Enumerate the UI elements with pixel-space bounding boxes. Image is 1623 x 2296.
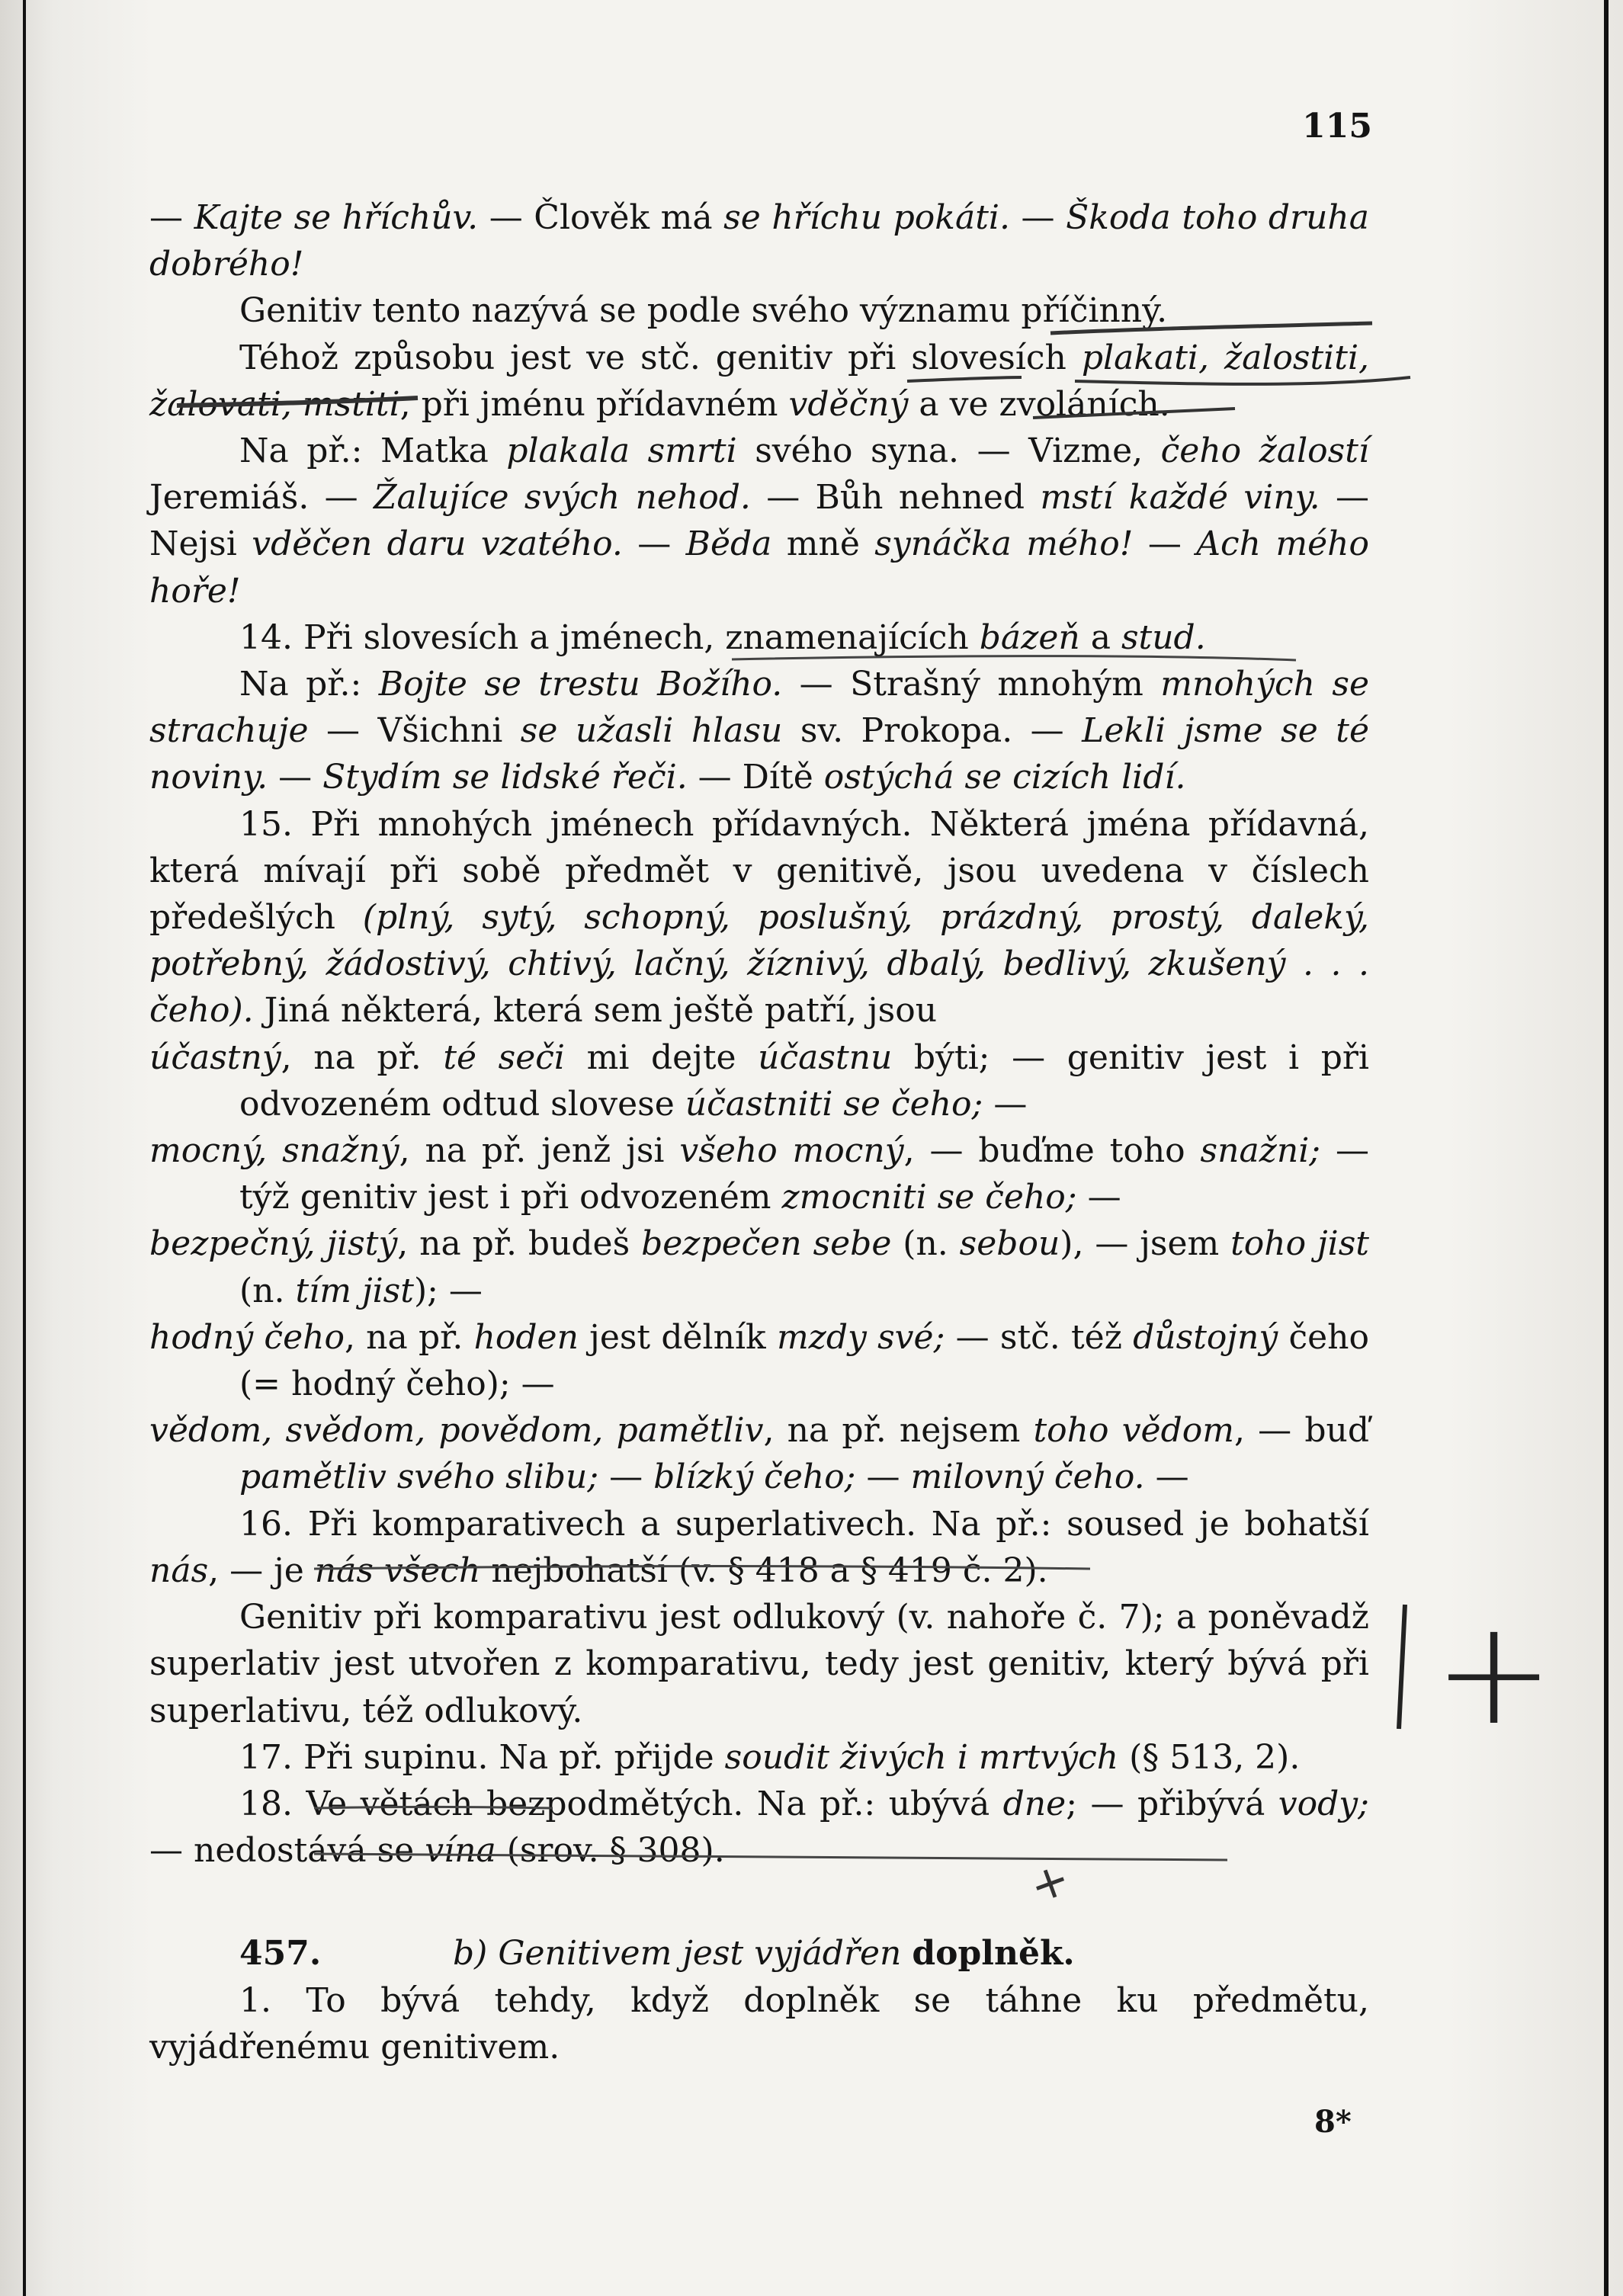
paragraph: [149, 1220, 1369, 1313]
text-segment: — Bůh nehned: [750, 478, 1041, 518]
paragraph: [149, 287, 1369, 334]
text-segment: —: [1133, 524, 1197, 564]
text-segment: bázeň: [979, 617, 1080, 657]
text-segment: sv. Prokopa. —: [782, 711, 1083, 751]
text-segment: důstojný: [1133, 1317, 1278, 1357]
text-segment: vína: [425, 1831, 496, 1871]
text-segment: soudit živých i mrtvých: [724, 1737, 1119, 1777]
text-segment: milovný čeho.: [910, 1457, 1145, 1497]
text-segment: vděčen daru vzatého.: [252, 524, 623, 564]
text-segment: ), — jsem: [1060, 1224, 1231, 1264]
text-segment: účastniti se čeho;: [685, 1084, 983, 1124]
text-segment: , na př. budeš: [397, 1224, 642, 1264]
text-segment: (srov. § 308).: [496, 1831, 725, 1871]
text-segment: Běda: [685, 524, 772, 564]
small-cross-mark: +: [1022, 1851, 1077, 1915]
paragraph: [149, 1781, 1369, 1874]
text-segment: Ach mého hoře!: [149, 524, 1369, 611]
paragraph: [149, 1977, 1369, 2070]
text-segment: snažni;: [1200, 1131, 1321, 1171]
text-segment: (§ 513, 2).: [1118, 1737, 1301, 1777]
text-segment: bezpečný, jistý: [149, 1224, 398, 1264]
text-segment: a: [1079, 617, 1121, 657]
text-segment: a ve zvoláních.: [908, 384, 1170, 424]
text-segment: b) Genitivem jest vyjádřen: [453, 1934, 913, 1974]
text-segment: mi dejte: [565, 1037, 759, 1077]
text-segment: toho vědom: [1033, 1411, 1234, 1451]
text-segment: mzdy své;: [776, 1317, 945, 1357]
text-segment: 17. Při supinu. Na př. přijde: [239, 1737, 725, 1777]
paragraph: [149, 1501, 1369, 1594]
text-segment: Genitiv tento nazývá se podle svého významu příčinný.: [239, 291, 1168, 331]
margin-cross-mark: +: [1433, 1589, 1555, 1757]
text-segment: — Strašný mnohým: [782, 665, 1161, 704]
text-segment: — nedostává se: [149, 1831, 425, 1871]
text-segment: — stč. též: [945, 1317, 1134, 1357]
text-segment: bezpečen sebe: [641, 1224, 892, 1264]
text-segment: stud.: [1121, 617, 1206, 657]
text-segment: hoden: [473, 1317, 579, 1357]
text-segment: plakala smrti: [506, 431, 737, 471]
text-segment: mocný, snažný: [149, 1131, 399, 1171]
text-segment: té seči: [443, 1037, 566, 1077]
text-segment: Stydím se lidské řeči.: [322, 758, 688, 797]
text-segment: čeho (= hodný čeho); —: [239, 1317, 1369, 1404]
text-segment: jest dělník: [578, 1317, 777, 1357]
text-segment: vody;: [1278, 1784, 1369, 1823]
text-segment: býti; — genitiv jest i při odvozeném odtud slovese: [239, 1037, 1369, 1124]
text-segment: zmocniti se čeho;: [781, 1178, 1077, 1217]
text-segment: — Všichni: [308, 711, 521, 751]
paragraph: [149, 1407, 1369, 1500]
text-segment: vděčný: [788, 384, 909, 424]
paragraph: [149, 1127, 1369, 1220]
text-segment: mnohých se strachuje: [149, 665, 1369, 751]
text-segment: , — buď: [1233, 1411, 1370, 1451]
text-segment: mstí každé viny.: [1040, 478, 1320, 518]
text-segment: Jiná některá, která sem ještě patří, jsou: [253, 991, 938, 1031]
text-segment: ); —: [413, 1271, 483, 1310]
text-segment: Na př.: Matka: [239, 431, 507, 471]
text-segment: nejbohatší (v. § 418 a § 419 č. 2).: [480, 1550, 1048, 1590]
text-segment: doplněk.: [912, 1934, 1075, 1974]
text-segment: — Dítě: [687, 758, 824, 797]
paragraph: [149, 194, 1369, 287]
text-segment: ostýchá se cizích lidí.: [823, 758, 1186, 797]
text-segment: účastnu: [758, 1037, 893, 1077]
text-segment: ; — přibývá: [1066, 1784, 1278, 1823]
text-segment: blízký čeho;: [653, 1457, 856, 1497]
signature-mark: 8*: [1314, 2104, 1352, 2140]
text-segment: , — buďme toho: [903, 1131, 1201, 1171]
text-segment: —: [983, 1084, 1028, 1124]
text-segment: 1. To bývá tehdy, když doplněk se táhne ku předmětu, vyjádřenému genitivem.: [149, 1980, 1369, 2067]
text-segment: , při jménu přídavném: [399, 384, 789, 424]
paragraph: [149, 1930, 1369, 1977]
text-segment: — Člověk má: [478, 198, 724, 237]
text-segment: Bojte se trestu Božího.: [378, 665, 783, 704]
text-segment: —: [1009, 198, 1066, 237]
text-segment: se užasli hlasu: [520, 711, 783, 751]
text-segment: , na př. nejsem: [763, 1411, 1034, 1451]
text-segment: —: [622, 524, 686, 564]
text-segment: Škoda toho druha dobrého!: [149, 198, 1369, 284]
text-segment: , na př.: [344, 1317, 474, 1357]
paragraph: [149, 801, 1369, 1034]
text-segment: 18. Ve větách bezpodmětých. Na př.: ubývá: [239, 1784, 1003, 1823]
text-segment: nás: [149, 1550, 209, 1590]
text-segment: (n.: [891, 1224, 960, 1264]
paragraph: [149, 1734, 1369, 1781]
text-segment: toho jist: [1230, 1224, 1369, 1264]
text-segment: Lekli jsme se té noviny.: [149, 711, 1369, 797]
text-segment: —: [149, 198, 194, 237]
text-segment: 14. Při slovesích a jménech, znamenajících: [239, 617, 980, 657]
text-segment: (plný, sytý, schopný, poslušný, prázdný, prostý, daleký, potřebný, žádostivý, chtivý, lačný, žíznivý, dbalý, bedlivý, zkušený . . . čeho).: [149, 898, 1370, 1031]
paragraph: [149, 1314, 1369, 1407]
paragraph: [149, 335, 1369, 428]
text-segment: Žalujíce svých nehod.: [373, 478, 751, 518]
text-segment: —: [598, 1457, 654, 1497]
paragraph: [149, 1594, 1369, 1734]
text-segment: pamětliv svého slibu;: [239, 1457, 599, 1497]
text-segment: plakati, žalostiti, žalovati, mstiti: [149, 338, 1369, 424]
text-segment: sebou: [959, 1224, 1060, 1264]
left-edge-line: [23, 0, 26, 2296]
paragraph: [149, 428, 1369, 614]
paragraph: [149, 1034, 1369, 1127]
text-segment: —: [268, 758, 323, 797]
text-segment: Genitiv při komparativu jest odlukový (v. nahoře č. 7); a poněvadž superlativ jest utvořen z komparativu, tedy jest genitiv, který bývá při superlativu, též odlukový.: [149, 1598, 1369, 1730]
text-segment: hodný čeho: [149, 1317, 345, 1357]
text-segment: 15. Při mnohých jménech přídavných. Některá jména přídavná, která mívají při sobě předmět v genitivě, jsou uvedena v číslech předešlých: [149, 804, 1369, 938]
text-segment: , na př.: [281, 1037, 444, 1077]
text-segment: se hříchu pokáti.: [723, 198, 1010, 237]
paragraph: [149, 661, 1369, 801]
text-segment: —: [1076, 1178, 1121, 1217]
body-text: [149, 194, 1369, 2070]
text-segment: Na př.:: [239, 665, 379, 704]
text-segment: —: [1144, 1457, 1189, 1497]
text-segment: tím jist: [295, 1271, 414, 1310]
text-segment: Téhož způsobu jest ve stč. genitiv při slovesích: [239, 338, 1082, 377]
text-segment: všeho mocný: [679, 1131, 904, 1171]
text-segment: čeho žalostí: [1160, 431, 1369, 471]
text-segment: , na př. jenž jsi: [399, 1131, 680, 1171]
text-segment: (n.: [239, 1271, 296, 1310]
text-segment: 457.: [239, 1934, 322, 1974]
text-segment: svého syna. — Vizme,: [736, 431, 1161, 471]
text-segment: vědom, svědom, povědom, pamětliv: [149, 1411, 764, 1451]
text-segment: , — je: [208, 1550, 315, 1590]
text-segment: dne: [1002, 1784, 1066, 1823]
text-segment: 16. Při komparativech a superlativech. Na př.: soused je bohatší: [239, 1504, 1369, 1544]
text-segment: —: [855, 1457, 911, 1497]
text-segment: Kajte se hříchův.: [194, 198, 479, 237]
text-segment: účastný: [149, 1037, 281, 1077]
right-edge-line: [1604, 0, 1609, 2296]
text-segment: — týž genitiv jest i při odvozeném: [239, 1131, 1369, 1217]
page-number: 115: [1302, 107, 1372, 146]
text-segment: synáčka mého!: [874, 524, 1134, 564]
text-segment: Jeremiáš. —: [149, 478, 374, 518]
text-segment: — Nejsi: [149, 478, 1369, 564]
text-segment: mně: [771, 524, 875, 564]
text-segment: nás všech: [314, 1550, 481, 1590]
paragraph: [149, 614, 1369, 661]
